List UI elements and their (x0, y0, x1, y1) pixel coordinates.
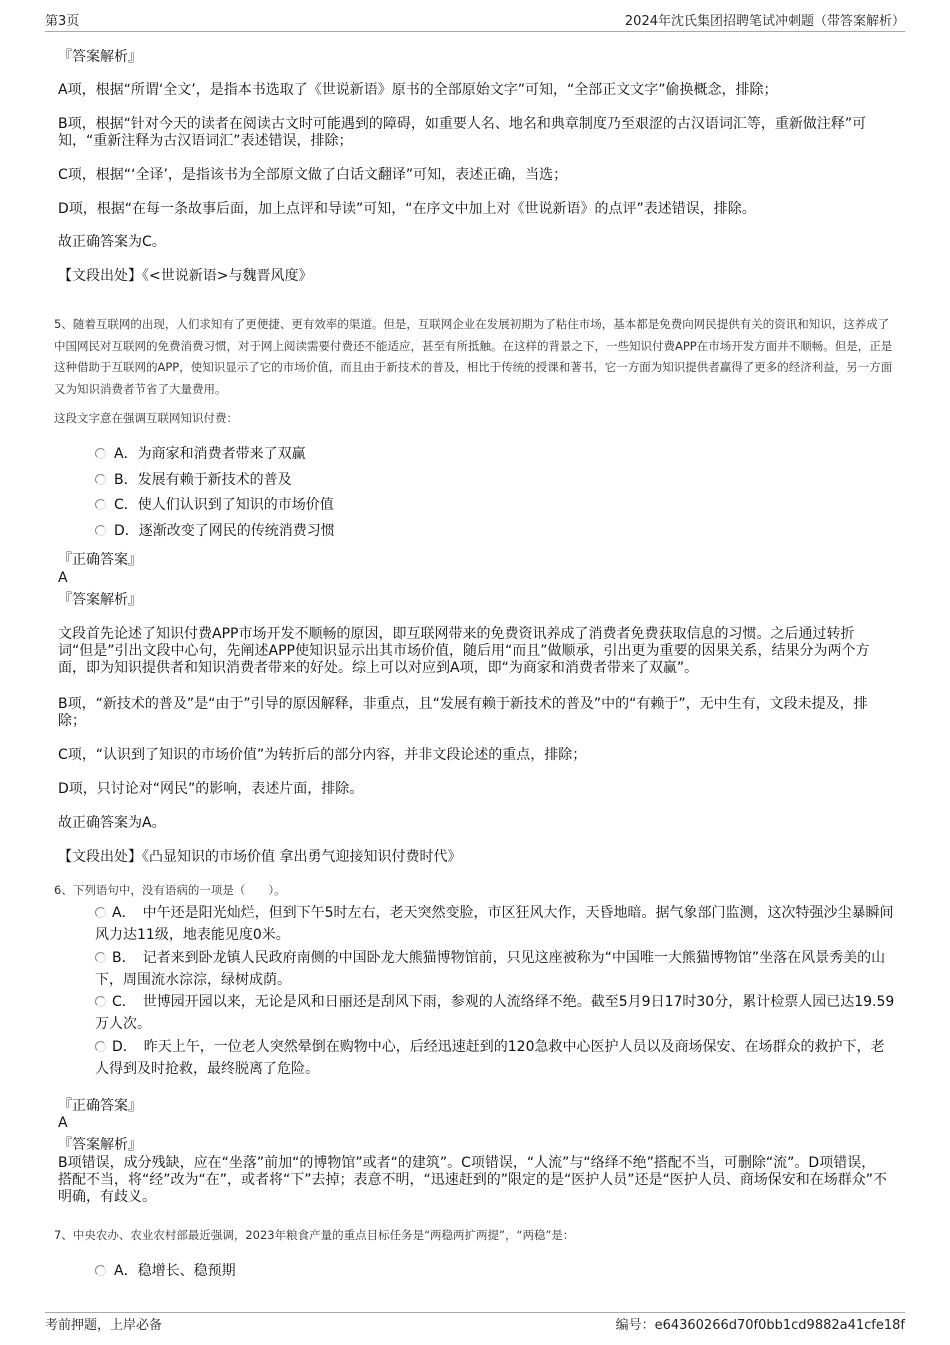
option-label: C．使人们认识到了知识的市场价值 (114, 497, 334, 513)
q6-answer: A (58, 1115, 68, 1131)
option-label: D． 昨天上午，一位老人突然晕倒在购物中心，后经迅速赶到的120急救中心医护人员以及商场保安、在场群众的救护下，老人得到及时抢救，最终脱离了危险。 (95, 1039, 885, 1077)
radio-icon[interactable] (95, 996, 106, 1007)
document-code: 编号：e64360266d70f0bb1cd9882a41cfe18f (615, 1318, 905, 1333)
q5-analysis-b: B项，“新技术的普及”是“由于”引导的原因解释，非重点，且“发展有赖于新技术的普及”中的“有赖于”，无中生有，文段未提及，排除； (58, 696, 868, 729)
q4-analysis-a: A项，根据“所谓‘全文’，是指本书选取了《世说新语》原书的全部原始文字”可知，“全部正文文字”偷换概念，排除； (58, 82, 778, 98)
option-label: A． 中午还是阳光灿烂，但到下午5时左右，老天突然变脸，市区狂风大作，天昏地暗。据气象部门监测，这次特强沙尘暴瞬间风力达11级，地表能见度0米。 (95, 905, 894, 943)
q5-stem: 5、随着互联网的出现，人们求知有了更便捷、更有效率的渠道。但是，互联网企业在发展初期为了粘住市场，基本都是免费向网民提供有关的资讯和知识，这养成了中国网民对互联网的免费消费习惯，对于网上阅读需要付费还不能适应，甚至有所抵触。在这样的背景之下，一些知识付费APP在市场开发方面并不顺畅。但是，正是这种借助于互联网的APP，使知识显示了它的市场价值，而且由于新技术的普及，相比于传统的授课和著书，它一方面为知识提供者赢得了更多的经济利益，另一方面又为知识消费者节省了大量费用。 (54, 317, 893, 396)
q6-option-c[interactable] (95, 992, 895, 1035)
q7-stem: 7、中央农办、农业农村部最近强调，2023年粮食产量的重点目标任务是“两稳两扩两提”，“两稳”是： (54, 1228, 575, 1242)
q7-option-a[interactable] (95, 1261, 895, 1282)
option-label: D．逐渐改变了网民的传统消费习惯 (114, 523, 335, 539)
radio-icon[interactable] (95, 474, 106, 485)
q5-question: 这段文字意在强调互联网知识付费： (54, 411, 238, 425)
page-number: 第3页 (45, 14, 80, 29)
q4-analysis-d: D项，根据“在每一条故事后面，加上点评和导读”可知，“在序文中加上对《世说新语》的点评”表述错误，排除。 (58, 201, 756, 217)
option-label: C． 世博园开园以来，无论是风和日丽还是刮风下雨，参观的人流络绎不绝。截至5月9日17时30分，累计检票人园已达19.59万人次。 (95, 994, 895, 1032)
q5-option-c[interactable] (95, 495, 895, 516)
radio-icon[interactable] (95, 907, 106, 918)
option-label: B． 记者来到卧龙镇人民政府南侧的中国卧龙大熊猫博物馆前，只见这座被称为“中国唯一大熊猫博物馆”坐落在风景秀美的山下，周围流水淙淙，绿树成荫。 (95, 950, 886, 988)
q5-analysis-label: 『答案解析』 (58, 592, 142, 608)
header-divider (45, 31, 905, 32)
q5-analysis-d: D项，只讨论对“网民”的影响，表述片面，排除。 (58, 781, 364, 797)
q5-conclusion: 故正确答案为A。 (58, 815, 166, 831)
q6-option-a[interactable] (95, 903, 895, 946)
q6-analysis: B项错误，成分残缺，应在“坐落”前加“的博物馆”或者“的建筑”。C项错误，“人流”与“络绎不绝”搭配不当，可删除“流”。D项错误，搭配不当，将“经”改为“在”，或者将“下”去掉；表意不明，“迅速赶到的”限定的是“医护人员”还是“医护人员、商场保安和在场群众”不明确，有歧义。 (58, 1155, 888, 1205)
q6-option-d[interactable] (95, 1037, 895, 1080)
q4-analysis-b: B项，根据“针对今天的读者在阅读古文时可能遇到的障碍，如重要人名、地名和典章制度乃至艰涩的古汉语词汇等，重新做注释”可知，“重新注释为古汉语词汇”表述错误，排除； (58, 116, 867, 149)
q4-conclusion: 故正确答案为C。 (58, 234, 166, 250)
option-label: B．发展有赖于新技术的普及 (114, 472, 292, 488)
q5-answer: A (58, 570, 68, 586)
radio-icon[interactable] (95, 448, 106, 459)
q5-option-d[interactable] (95, 521, 895, 542)
radio-icon[interactable] (95, 1041, 106, 1052)
q6-analysis-label: 『答案解析』 (58, 1137, 142, 1153)
q4-analysis-c: C项，根据“‘全译’，是指该书为全部原文做了白话文翻译”可知，表述正确，当选； (58, 167, 568, 183)
radio-icon[interactable] (95, 1265, 106, 1276)
q6-option-b[interactable] (95, 948, 895, 991)
q5-analysis-main: 文段首先论述了知识付费APP市场开发不顺畅的原因，即互联网带来的免费资讯养成了消费者免费获取信息的习惯。之后通过转折词“但是”引出文段中心句，先阐述APP使知识显示出其市场价值，随后用“而且”做顺承，引出更为重要的因果关系，结果分为两个方面，即为知识提供者和知识消费者带来的好处。综上可以对应到A项，即“为商家和消费者带来了双赢”。 (58, 626, 870, 676)
q4-source: 【文段出处】《<世说新语>与魏晋风度》 (58, 268, 313, 284)
q6-stem: 6、下列语句中，没有语病的一项是（ ）。 (54, 883, 286, 897)
radio-icon[interactable] (95, 525, 106, 536)
option-label: A．稳增长、稳预期 (114, 1263, 236, 1279)
q5-answer-label: 『正确答案』 (58, 552, 142, 568)
footer-slogan: 考前押题，上岸必备 (45, 1318, 163, 1333)
q5-source: 【文段出处】《凸显知识的市场价值 拿出勇气迎接知识付费时代》 (58, 849, 462, 865)
footer-divider (45, 1312, 905, 1313)
document-title: 2024年沈氏集团招聘笔试冲刺题（带答案解析） (624, 14, 905, 29)
radio-icon[interactable] (95, 499, 106, 510)
q5-option-b[interactable] (95, 470, 895, 491)
q5-option-a[interactable] (95, 444, 895, 465)
q6-answer-label: 『正确答案』 (58, 1098, 142, 1114)
radio-icon[interactable] (95, 952, 106, 963)
q5-analysis-c: C项，“认识到了知识的市场价值”为转折后的部分内容，并非文段论述的重点，排除； (58, 747, 587, 763)
q4-analysis-label: 『答案解析』 (58, 49, 142, 65)
option-label: A．为商家和消费者带来了双赢 (114, 446, 306, 462)
